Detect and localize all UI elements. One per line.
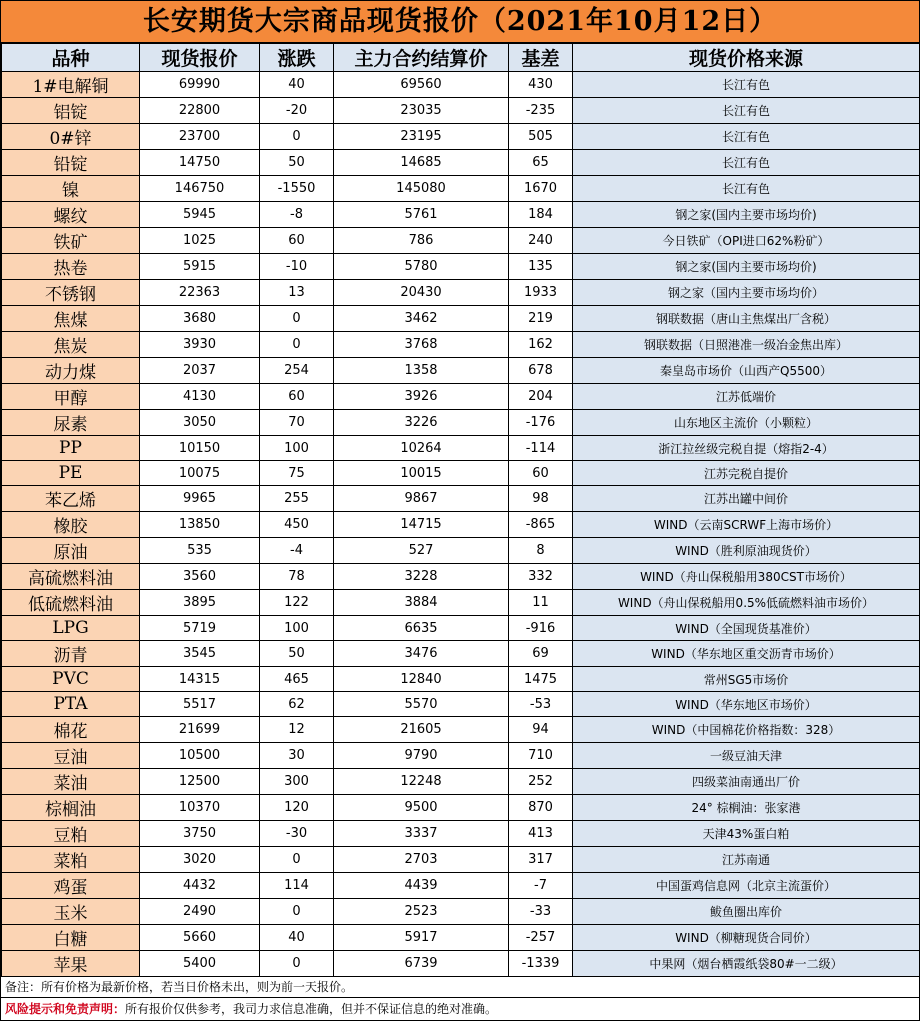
cell-source: 山东地区主流价（小颗粒） [573, 410, 920, 436]
cell-source: 中国蛋鸡信息网（北京主流蛋价） [573, 873, 920, 899]
cell-settlement: 5761 [334, 202, 509, 228]
cell-change: 254 [260, 358, 334, 384]
cell-variety: 铅锭 [2, 150, 140, 176]
table-row [2, 769, 920, 795]
cell-settlement: 527 [334, 538, 509, 564]
cell-basis: 870 [509, 795, 573, 821]
cell-spot-price: 5719 [140, 616, 260, 641]
cell-change: 100 [260, 436, 334, 461]
cell-spot-price: 5945 [140, 202, 260, 228]
cell-variety: PTA [2, 692, 140, 717]
table-row [2, 254, 920, 280]
cell-change: 40 [260, 925, 334, 951]
cell-variety: PVC [2, 667, 140, 692]
cell-spot-price: 535 [140, 538, 260, 564]
table-row [2, 436, 920, 461]
cell-settlement: 9500 [334, 795, 509, 821]
cell-spot-price: 10370 [140, 795, 260, 821]
cell-change: 450 [260, 512, 334, 538]
table-row [2, 150, 920, 176]
table-row [2, 98, 920, 124]
cell-change: -30 [260, 821, 334, 847]
header-basis: 基差 [509, 44, 573, 72]
cell-spot-price: 23700 [140, 124, 260, 150]
cell-basis: 135 [509, 254, 573, 280]
cell-source: WIND（华东地区市场价） [573, 692, 920, 717]
table-row [2, 641, 920, 667]
cell-change: 0 [260, 332, 334, 358]
cell-settlement: 3476 [334, 641, 509, 667]
cell-variety: 0#锌 [2, 124, 140, 150]
table-row [2, 461, 920, 486]
cell-source: 钢联数据（日照港准一级冶金焦出库） [573, 332, 920, 358]
table-row [2, 202, 920, 228]
cell-variety: 苯乙烯 [2, 486, 140, 512]
cell-variety: 1#电解铜 [2, 72, 140, 98]
cell-basis: 98 [509, 486, 573, 512]
table-row [2, 616, 920, 641]
cell-source: WIND（全国现货基准价） [573, 616, 920, 641]
cell-settlement: 2523 [334, 899, 509, 925]
cell-settlement: 1358 [334, 358, 509, 384]
cell-source: 钢联数据（唐山主焦煤出厂含税） [573, 306, 920, 332]
cell-variety: 原油 [2, 538, 140, 564]
cell-settlement: 12840 [334, 667, 509, 692]
cell-change: -20 [260, 98, 334, 124]
notes-line: 备注：所有价格为最新价格，若当日价格未出，则为前一天报价。 [5, 980, 354, 994]
cell-spot-price: 3680 [140, 306, 260, 332]
cell-source: 钢之家（国内主要市场均价） [573, 280, 920, 306]
cell-spot-price: 5915 [140, 254, 260, 280]
cell-basis: 1670 [509, 176, 573, 202]
cell-spot-price: 10150 [140, 436, 260, 461]
cell-settlement: 3228 [334, 564, 509, 590]
cell-settlement: 14685 [334, 150, 509, 176]
cell-source: 长江有色 [573, 98, 920, 124]
cell-source: WIND（胜利原油现货价） [573, 538, 920, 564]
cell-change: 465 [260, 667, 334, 692]
cell-change: 60 [260, 228, 334, 254]
cell-change: 120 [260, 795, 334, 821]
cell-variety: 低硫燃料油 [2, 590, 140, 616]
cell-basis: -916 [509, 616, 573, 641]
cell-settlement: 5780 [334, 254, 509, 280]
disclaimer-label: 风险提示和免责声明： [5, 1002, 126, 1016]
cell-settlement: 21605 [334, 717, 509, 743]
cell-change: 300 [260, 769, 334, 795]
cell-settlement: 69560 [334, 72, 509, 98]
cell-basis: 332 [509, 564, 573, 590]
cell-basis: 317 [509, 847, 573, 873]
cell-change: -10 [260, 254, 334, 280]
cell-spot-price: 1025 [140, 228, 260, 254]
cell-change: 0 [260, 124, 334, 150]
cell-variety: 焦煤 [2, 306, 140, 332]
cell-settlement: 6635 [334, 616, 509, 641]
cell-basis: -235 [509, 98, 573, 124]
cell-basis: -1339 [509, 951, 573, 977]
table-row [2, 280, 920, 306]
table-row [2, 332, 920, 358]
cell-basis: 413 [509, 821, 573, 847]
table-row [2, 358, 920, 384]
cell-change: 0 [260, 951, 334, 977]
cell-settlement: 20430 [334, 280, 509, 306]
cell-source: 四级菜油南通出厂价 [573, 769, 920, 795]
cell-variety: 苹果 [2, 951, 140, 977]
cell-settlement: 5917 [334, 925, 509, 951]
cell-source: 一级豆油天津 [573, 743, 920, 769]
cell-source: 长江有色 [573, 124, 920, 150]
cell-variety: 鸡蛋 [2, 873, 140, 899]
cell-change: 0 [260, 899, 334, 925]
cell-source: 天津43%蛋白粕 [573, 821, 920, 847]
cell-basis: 1475 [509, 667, 573, 692]
cell-variety: 白糖 [2, 925, 140, 951]
cell-spot-price: 5400 [140, 951, 260, 977]
cell-source: WIND（舟山保税船用0.5%低硫燃料油市场价） [573, 590, 920, 616]
cell-basis: -33 [509, 899, 573, 925]
cell-source: 江苏出罐中间价 [573, 486, 920, 512]
cell-source: 长江有色 [573, 72, 920, 98]
cell-source: 江苏低端价 [573, 384, 920, 410]
cell-source: 钢之家(国内主要市场均价) [573, 202, 920, 228]
cell-basis: 162 [509, 332, 573, 358]
cell-variety: 甲醇 [2, 384, 140, 410]
cell-basis: 69 [509, 641, 573, 667]
cell-variety: 铝锭 [2, 98, 140, 124]
cell-variety: 尿素 [2, 410, 140, 436]
header-source: 现货价格来源 [573, 44, 920, 72]
cell-change: 75 [260, 461, 334, 486]
disclaimer-line [1, 997, 919, 1020]
cell-settlement: 3337 [334, 821, 509, 847]
cell-basis: 204 [509, 384, 573, 410]
price-table [1, 43, 920, 977]
header-change: 涨跌 [260, 44, 334, 72]
cell-variety: 螺纹 [2, 202, 140, 228]
table-row [2, 512, 920, 538]
cell-spot-price: 21699 [140, 717, 260, 743]
cell-spot-price: 9965 [140, 486, 260, 512]
cell-settlement: 3926 [334, 384, 509, 410]
header-settlement: 主力合约结算价 [334, 44, 509, 72]
cell-variety: 橡胶 [2, 512, 140, 538]
cell-settlement: 23035 [334, 98, 509, 124]
cell-source: 24° 棕榈油：张家港 [573, 795, 920, 821]
cell-settlement: 786 [334, 228, 509, 254]
cell-variety: 镍 [2, 176, 140, 202]
cell-settlement: 2703 [334, 847, 509, 873]
table-row [2, 717, 920, 743]
cell-variety: 动力煤 [2, 358, 140, 384]
cell-basis: 94 [509, 717, 573, 743]
cell-change: 40 [260, 72, 334, 98]
cell-settlement: 10264 [334, 436, 509, 461]
cell-source: 浙江拉丝级完税自提（熔指2-4） [573, 436, 920, 461]
cell-variety: 棉花 [2, 717, 140, 743]
cell-change: -4 [260, 538, 334, 564]
cell-basis: -865 [509, 512, 573, 538]
cell-change: 122 [260, 590, 334, 616]
cell-spot-price: 13850 [140, 512, 260, 538]
cell-spot-price: 10500 [140, 743, 260, 769]
table-row [2, 590, 920, 616]
cell-settlement: 9790 [334, 743, 509, 769]
table-row [2, 795, 920, 821]
cell-variety: 菜油 [2, 769, 140, 795]
cell-change: 70 [260, 410, 334, 436]
cell-change: -1550 [260, 176, 334, 202]
cell-source: 江苏完税自提价 [573, 461, 920, 486]
table-row [2, 410, 920, 436]
cell-basis: 60 [509, 461, 573, 486]
table-row [2, 564, 920, 590]
cell-change: 0 [260, 847, 334, 873]
cell-settlement: 3768 [334, 332, 509, 358]
cell-spot-price: 69990 [140, 72, 260, 98]
table-row [2, 692, 920, 717]
cell-basis: 505 [509, 124, 573, 150]
cell-spot-price: 4130 [140, 384, 260, 410]
cell-spot-price: 3050 [140, 410, 260, 436]
cell-variety: 不锈钢 [2, 280, 140, 306]
table-row [2, 873, 920, 899]
cell-source: 秦皇岛市场价（山西产Q5500） [573, 358, 920, 384]
cell-settlement: 145080 [334, 176, 509, 202]
cell-spot-price: 10075 [140, 461, 260, 486]
cell-settlement: 9867 [334, 486, 509, 512]
cell-spot-price: 22363 [140, 280, 260, 306]
table-row [2, 951, 920, 977]
cell-basis: -176 [509, 410, 573, 436]
cell-variety: 豆粕 [2, 821, 140, 847]
cell-basis: 678 [509, 358, 573, 384]
table-row [2, 306, 920, 332]
cell-source: 鲅鱼圈出库价 [573, 899, 920, 925]
cell-variety: 豆油 [2, 743, 140, 769]
cell-spot-price: 14315 [140, 667, 260, 692]
cell-basis: 252 [509, 769, 573, 795]
cell-spot-price: 5660 [140, 925, 260, 951]
cell-variety: 高硫燃料油 [2, 564, 140, 590]
cell-settlement: 4439 [334, 873, 509, 899]
cell-settlement: 12248 [334, 769, 509, 795]
cell-basis: 710 [509, 743, 573, 769]
table-row [2, 72, 920, 98]
cell-spot-price: 2490 [140, 899, 260, 925]
cell-basis: 430 [509, 72, 573, 98]
cell-variety: 铁矿 [2, 228, 140, 254]
cell-basis: 8 [509, 538, 573, 564]
cell-variety: PE [2, 461, 140, 486]
cell-spot-price: 3895 [140, 590, 260, 616]
table-row [2, 384, 920, 410]
cell-basis: -114 [509, 436, 573, 461]
cell-settlement: 3884 [334, 590, 509, 616]
cell-variety: 焦炭 [2, 332, 140, 358]
cell-spot-price: 3545 [140, 641, 260, 667]
cell-change: 255 [260, 486, 334, 512]
cell-variety: LPG [2, 616, 140, 641]
table-row [2, 176, 920, 202]
cell-spot-price: 14750 [140, 150, 260, 176]
cell-basis: 240 [509, 228, 573, 254]
table-row [2, 538, 920, 564]
table-row [2, 899, 920, 925]
cell-source: 中果网（烟台栖霞纸袋80#一二级） [573, 951, 920, 977]
cell-basis: 184 [509, 202, 573, 228]
table-row [2, 124, 920, 150]
cell-spot-price: 146750 [140, 176, 260, 202]
table-row [2, 743, 920, 769]
cell-settlement: 6739 [334, 951, 509, 977]
cell-spot-price: 3020 [140, 847, 260, 873]
cell-spot-price: 3750 [140, 821, 260, 847]
cell-variety: 玉米 [2, 899, 140, 925]
cell-change: 114 [260, 873, 334, 899]
cell-source: WIND（中国棉花价格指数：328） [573, 717, 920, 743]
cell-variety: 菜粕 [2, 847, 140, 873]
cell-spot-price: 12500 [140, 769, 260, 795]
cell-change: 0 [260, 306, 334, 332]
cell-source: 今日铁矿（OPI进口62%粉矿） [573, 228, 920, 254]
sheet-title: 长安期货大宗商品现货报价（2021年10月12日） [1, 1, 919, 43]
cell-source: 长江有色 [573, 150, 920, 176]
cell-spot-price: 5517 [140, 692, 260, 717]
cell-variety: 热卷 [2, 254, 140, 280]
cell-change: 78 [260, 564, 334, 590]
cell-basis: -7 [509, 873, 573, 899]
cell-change: 12 [260, 717, 334, 743]
cell-settlement: 3462 [334, 306, 509, 332]
cell-spot-price: 22800 [140, 98, 260, 124]
table-row [2, 925, 920, 951]
cell-spot-price: 3930 [140, 332, 260, 358]
cell-variety: PP [2, 436, 140, 461]
cell-change: 50 [260, 641, 334, 667]
cell-spot-price: 3560 [140, 564, 260, 590]
cell-change: 60 [260, 384, 334, 410]
cell-basis: -53 [509, 692, 573, 717]
cell-basis: 219 [509, 306, 573, 332]
cell-basis: 11 [509, 590, 573, 616]
cell-change: -8 [260, 202, 334, 228]
cell-settlement: 14715 [334, 512, 509, 538]
cell-source: WIND（舟山保税船用380CST市场价） [573, 564, 920, 590]
header-variety: 品种 [2, 44, 140, 72]
cell-variety: 棕榈油 [2, 795, 140, 821]
cell-settlement: 23195 [334, 124, 509, 150]
price-table-body [2, 72, 920, 977]
cell-basis: 1933 [509, 280, 573, 306]
cell-source: 常州SG5市场价 [573, 667, 920, 692]
disclaimer-text: 所有报价仅供参考，我司力求信息准确，但并不保证信息的绝对准确。 [125, 1002, 498, 1016]
table-row [2, 667, 920, 692]
cell-source: 江苏南通 [573, 847, 920, 873]
cell-change: 30 [260, 743, 334, 769]
cell-change: 13 [260, 280, 334, 306]
table-row [2, 821, 920, 847]
cell-change: 50 [260, 150, 334, 176]
cell-settlement: 3226 [334, 410, 509, 436]
cell-change: 62 [260, 692, 334, 717]
cell-basis: 65 [509, 150, 573, 176]
cell-basis: -257 [509, 925, 573, 951]
cell-spot-price: 4432 [140, 873, 260, 899]
cell-settlement: 5570 [334, 692, 509, 717]
cell-source: WIND（云南SCRWF上海市场价） [573, 512, 920, 538]
cell-variety: 沥青 [2, 641, 140, 667]
cell-source: 钢之家(国内主要市场均价) [573, 254, 920, 280]
cell-spot-price: 2037 [140, 358, 260, 384]
header-spot-price: 现货报价 [140, 44, 260, 72]
table-row [2, 228, 920, 254]
table-row [2, 847, 920, 873]
cell-source: 长江有色 [573, 176, 920, 202]
cell-change: 100 [260, 616, 334, 641]
cell-source: WIND（华东地区重交沥青市场价） [573, 641, 920, 667]
cell-source: WIND（柳糖现货合同价） [573, 925, 920, 951]
cell-settlement: 10015 [334, 461, 509, 486]
table-row [2, 486, 920, 512]
header-row [2, 44, 920, 72]
